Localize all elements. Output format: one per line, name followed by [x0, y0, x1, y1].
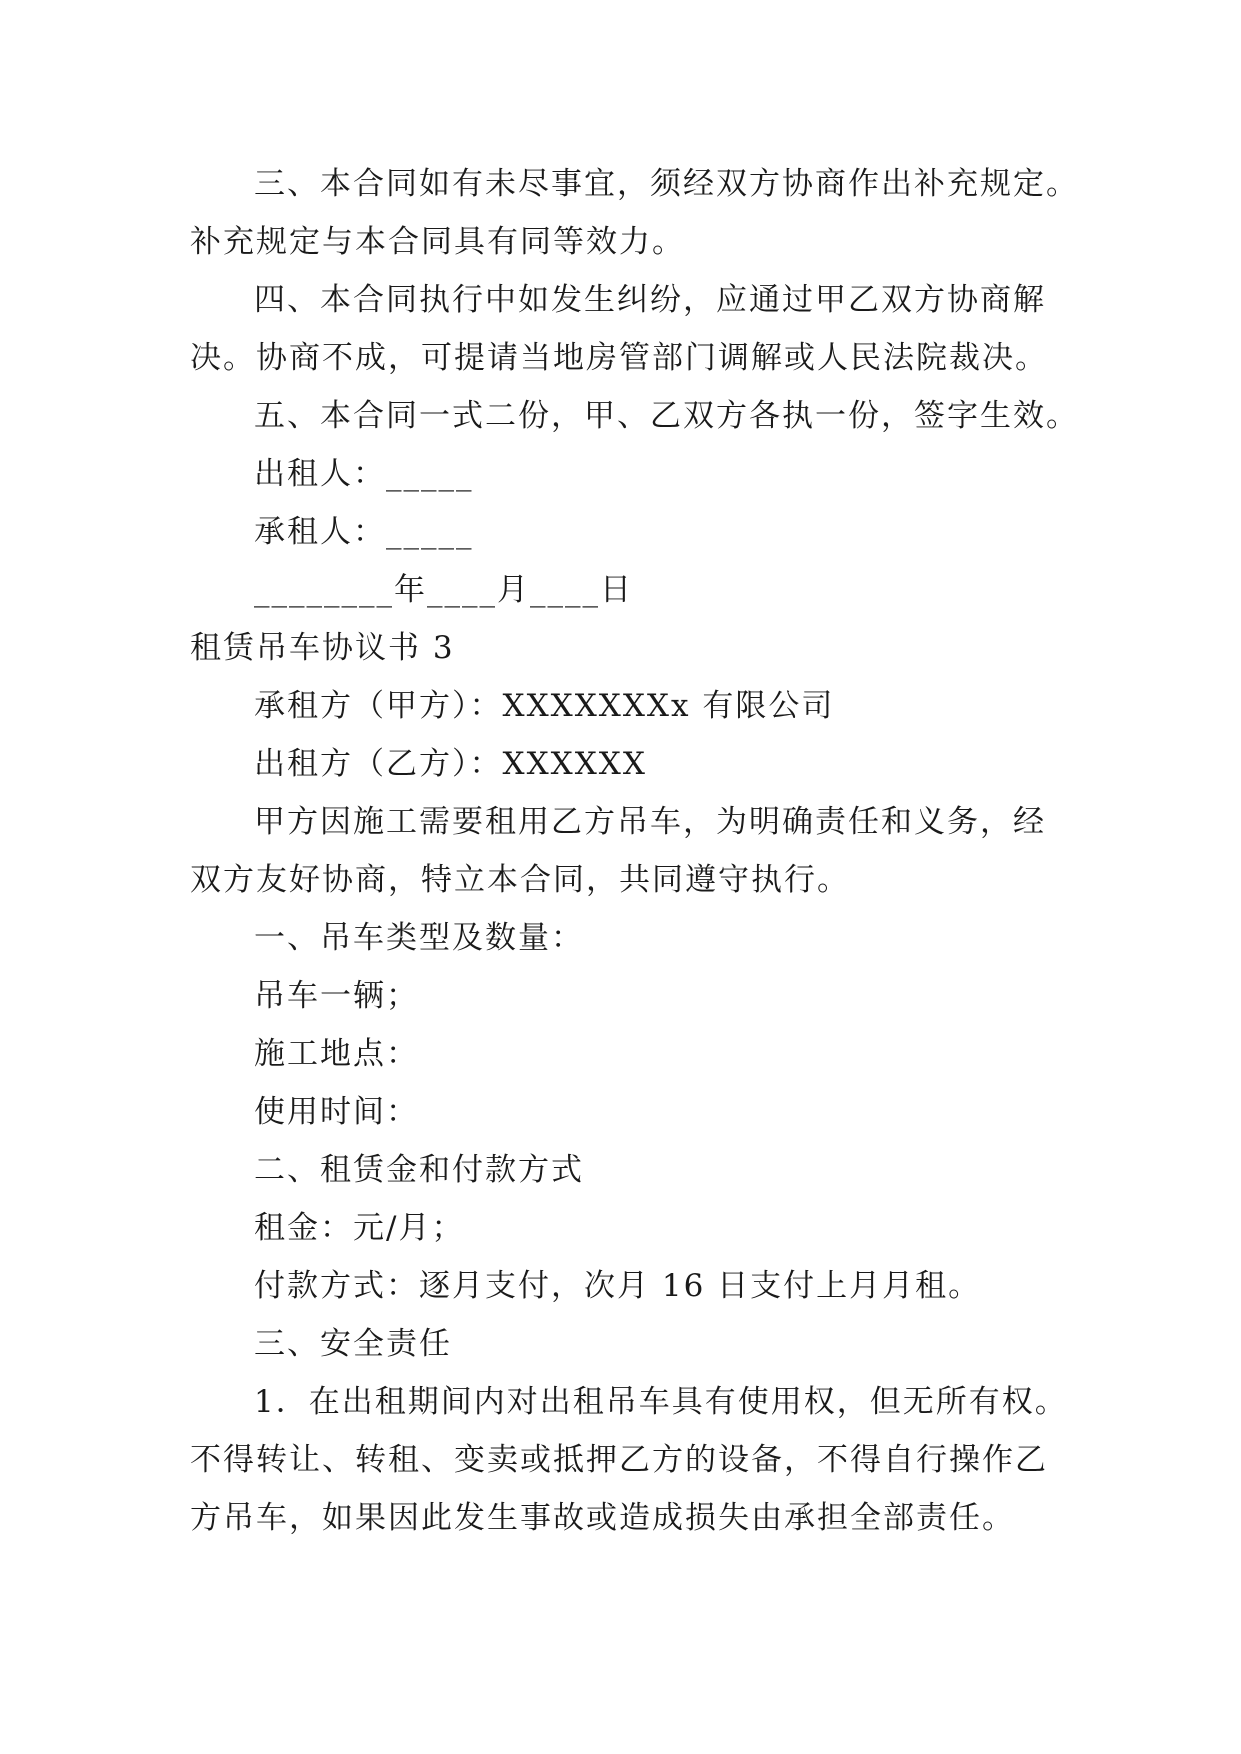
- crane-count-line: 吊车一辆；: [254, 978, 419, 1014]
- site-location-line: 施工地点：: [254, 1036, 419, 1072]
- safety-item-1-line-2: 不得转让、转租、变卖或抵押乙方的设备，不得自行操作乙: [190, 1442, 1048, 1478]
- date-line: ________年____月____日: [254, 572, 633, 608]
- section-title: 租赁吊车协议书 3: [190, 630, 455, 666]
- lessor-signature-line: 出租人：_____: [254, 456, 474, 492]
- clause-4-line-1: 四、本合同执行中如发生纠纷，应通过甲乙双方协商解: [254, 282, 1046, 318]
- clause-4-line-2: 决。协商不成，可提请当地房管部门调解或人民法院裁决。: [190, 340, 1048, 376]
- heading-safety: 三、安全责任: [254, 1326, 452, 1362]
- lessee-signature-line: 承租人：_____: [254, 514, 474, 550]
- clause-3-line-1: 三、本合同如有未尽事宜，须经双方协商作出补充规定。: [254, 166, 1079, 202]
- heading-rent-payment: 二、租赁金和付款方式: [254, 1152, 584, 1188]
- preamble-line-1: 甲方因施工需要租用乙方吊车，为明确责任和义务，经: [254, 804, 1046, 840]
- heading-crane-type: 一、吊车类型及数量：: [254, 920, 584, 956]
- rent-line: 租金：元/月；: [254, 1210, 465, 1246]
- preamble-line-2: 双方友好协商，特立本合同，共同遵守执行。: [190, 862, 850, 898]
- party-a-line: 承租方（甲方）：XXXXXXXx 有限公司: [254, 688, 835, 724]
- party-b-line: 出租方（乙方）：XXXXXX: [254, 746, 647, 782]
- safety-item-1-line-3: 方吊车，如果因此发生事故或造成损失由承担全部责任。: [190, 1500, 1015, 1536]
- clause-5-line: 五、本合同一式二份，甲、乙双方各执一份，签字生效。: [254, 398, 1079, 434]
- payment-method-line: 付款方式：逐月支付，次月 16 日支付上月月租。: [254, 1268, 982, 1304]
- usage-time-line: 使用时间：: [254, 1094, 419, 1130]
- document-body: [190, 155, 1079, 1547]
- clause-3-line-2: 补充规定与本合同具有同等效力。: [190, 224, 685, 260]
- safety-item-1-line-1: 1．在出租期间内对出租吊车具有使用权，但无所有权。: [254, 1384, 1068, 1420]
